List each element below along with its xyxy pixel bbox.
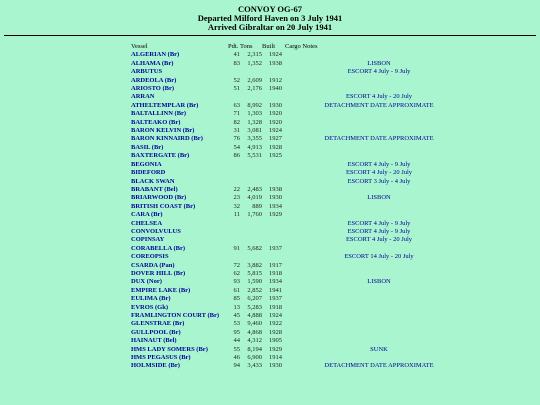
position-cell: 62 (233, 269, 240, 277)
table-row (131, 144, 474, 152)
position-cell: 11 (233, 211, 240, 219)
vessel-name: ARDEOLA (Br) (131, 76, 177, 84)
tonnage-cell: 2,852 (247, 286, 262, 294)
position-cell: 54 (233, 143, 240, 151)
notes-cell: ESCORT 4 July - 9 July (347, 160, 411, 168)
table-row (131, 270, 474, 278)
position-cell (228, 93, 240, 101)
column-header-cargo-notes (284, 43, 474, 51)
position-cell (228, 220, 240, 228)
table-row (131, 85, 474, 93)
position-cell: 45 (233, 312, 240, 319)
table-row (131, 211, 474, 219)
table-row (131, 60, 474, 68)
position-cell: 51 (233, 85, 240, 93)
table-row (131, 287, 474, 295)
built-year-cell: 1920 (269, 118, 282, 126)
position-cell (228, 68, 240, 76)
tonnage-cell: 1,352 (247, 59, 262, 67)
position-cell: 95 (233, 328, 240, 336)
tonnage-cell: 3,433 (247, 362, 262, 370)
tonnage-cell (240, 253, 262, 261)
table-row (131, 194, 474, 202)
vessel-name: ATHELTEMPLAR (Br) (131, 101, 199, 109)
tonnage-cell (240, 169, 262, 177)
tonnage-cell: 4,868 (247, 328, 262, 336)
notes-cell: LISBON (367, 59, 391, 67)
built-year-cell (262, 178, 284, 186)
tonnage-cell: 2,315 (247, 51, 262, 59)
table-row (131, 228, 474, 236)
built-year-cell: 1930 (269, 194, 282, 202)
vessel-name: ARIOSTO (Br) (131, 85, 175, 93)
vessel-name: CORABELLA (Br) (131, 244, 185, 252)
notes-cell (284, 245, 474, 253)
vessel-name: BASIL (Br) (131, 143, 164, 151)
tonnage-cell: 889 (252, 202, 262, 210)
table-header-row (131, 43, 474, 51)
notes-cell: SUNK (370, 345, 388, 353)
position-cell: 41 (233, 51, 240, 59)
built-year-cell (262, 236, 284, 244)
vessel-name: BEGONIA (131, 160, 162, 168)
notes-cell (284, 144, 474, 152)
notes-cell (284, 85, 474, 93)
tonnage-cell: 4,019 (247, 194, 262, 202)
table-row (131, 135, 474, 143)
tonnage-cell (240, 236, 262, 244)
notes-cell (284, 295, 474, 303)
position-cell: 52 (233, 76, 240, 84)
position-cell: 31 (233, 127, 240, 135)
position-cell: 23 (233, 194, 240, 202)
tonnage-cell (240, 161, 262, 169)
vessel-name: DOVER HILL (Br) (131, 269, 186, 277)
column-header-pdt: Pdt. (228, 43, 239, 50)
notes-cell (284, 211, 474, 219)
table-row (131, 77, 474, 85)
position-cell: 55 (233, 345, 240, 353)
vessel-name: HOLMSIDE (Br) (131, 362, 180, 370)
table-row (131, 295, 474, 303)
vessel-name: ALHAMA (Br) (131, 59, 174, 67)
tonnage-cell (240, 220, 262, 228)
table-row (131, 169, 474, 177)
notes-cell (284, 203, 474, 211)
position-cell: 91 (233, 244, 240, 252)
built-year-cell: 1930 (269, 362, 282, 370)
column-header-notes: Notes (302, 43, 318, 50)
table-row (131, 262, 474, 270)
tonnage-cell: 5,815 (247, 269, 262, 277)
position-cell: 63 (233, 101, 240, 109)
tonnage-cell: 4,312 (247, 337, 262, 345)
notes-cell: ESCORT 4 July - 9 July (347, 68, 411, 76)
position-cell: 61 (233, 286, 240, 294)
notes-cell (284, 304, 474, 312)
tonnage-cell: 2,483 (247, 185, 262, 193)
vessel-name: BALTALLINN (Br) (131, 110, 187, 118)
position-cell: 76 (233, 135, 240, 143)
tonnage-cell (240, 228, 262, 236)
column-header-vessel: Vessel (131, 43, 148, 50)
notes-cell (284, 262, 474, 270)
table-row (131, 346, 474, 354)
vessel-name: BRITISH COAST (Br) (131, 202, 196, 210)
notes-cell (284, 354, 474, 362)
built-year-cell: 1934 (269, 278, 282, 286)
tonnage-cell: 8,992 (247, 101, 262, 109)
tonnage-cell: 5,283 (247, 303, 262, 311)
tonnage-cell (240, 178, 262, 186)
tonnage-cell: 6,207 (247, 295, 262, 303)
built-year-cell: 1925 (269, 152, 282, 160)
table-row (131, 119, 474, 127)
notes-cell (284, 320, 474, 328)
vessel-name: CHELSEA (131, 219, 163, 227)
built-year-cell: 1937 (269, 295, 282, 303)
built-year-cell: 1938 (269, 185, 282, 193)
table-row (131, 93, 474, 101)
built-year-cell: 1914 (269, 354, 282, 362)
table-row (131, 178, 474, 186)
position-cell (228, 161, 240, 169)
table-row (131, 51, 474, 59)
position-cell: 85 (233, 295, 240, 303)
tonnage-cell: 8,194 (247, 345, 262, 353)
tonnage-cell: 1,760 (247, 211, 262, 219)
table-row (131, 220, 474, 228)
notes-cell: ESCORT 14 July - 20 July (344, 253, 414, 261)
built-year-cell (262, 169, 284, 177)
position-cell: 46 (233, 354, 240, 362)
position-cell: 13 (233, 303, 240, 311)
built-year-cell (262, 220, 284, 228)
vessel-name: ARBUTUS (131, 68, 163, 76)
built-year-cell (262, 93, 284, 101)
position-cell (228, 178, 240, 186)
table-row (131, 236, 474, 244)
table-row (131, 320, 474, 328)
built-year-cell: 1934 (269, 202, 282, 210)
position-cell: 93 (233, 278, 240, 286)
notes-cell: DETACHMENT DATE APPROXIMATE (324, 101, 434, 109)
notes-cell (284, 152, 474, 160)
table-row (131, 186, 474, 194)
built-year-cell: 1905 (269, 337, 282, 345)
built-year-cell: 1940 (269, 85, 282, 93)
position-cell (228, 236, 240, 244)
vessel-name: ARRAN (131, 93, 155, 101)
notes-cell (284, 77, 474, 85)
table-row (131, 354, 474, 362)
notes-cell: LISBON (367, 194, 391, 202)
built-year-cell (262, 161, 284, 169)
position-cell (228, 228, 240, 236)
tonnage-cell: 9,460 (247, 320, 262, 328)
notes-cell: ESCORT 4 July - 20 July (345, 93, 413, 101)
built-year-cell: 1938 (269, 59, 282, 67)
header-divider (4, 35, 536, 36)
tonnage-cell (240, 93, 262, 101)
built-year-cell: 1912 (269, 76, 282, 84)
notes-cell (284, 127, 474, 135)
built-year-cell: 1924 (269, 127, 282, 135)
notes-cell: LISBON (367, 278, 391, 286)
notes-cell: DETACHMENT DATE APPROXIMATE (324, 135, 434, 143)
table-row (131, 161, 474, 169)
notes-cell (284, 337, 474, 345)
notes-cell: ESCORT 4 July - 20 July (345, 169, 413, 177)
tonnage-cell: 3,882 (247, 261, 262, 269)
built-year-cell: 1918 (269, 269, 282, 277)
vessel-name: BRABANT (Bel) (131, 185, 178, 193)
notes-cell (284, 186, 474, 194)
position-cell: 53 (233, 320, 240, 328)
vessel-name: COREOPSIS (131, 253, 169, 261)
table-row (131, 362, 474, 370)
vessel-name: HAINAUT (Bel) (131, 337, 177, 345)
table-row (131, 152, 474, 160)
built-year-cell: 1922 (269, 320, 282, 328)
tonnage-cell: 4,913 (247, 143, 262, 151)
notes-cell: ESCORT 3 July - 4 July (347, 177, 411, 185)
built-year-cell: 1918 (269, 303, 282, 311)
column-header-cargo: Cargo (285, 43, 301, 50)
position-cell: 71 (233, 110, 240, 118)
built-year-cell (262, 253, 284, 261)
built-year-cell: 1928 (269, 328, 282, 336)
notes-cell: DETACHMENT DATE APPROXIMATE (324, 362, 434, 370)
position-cell: 72 (233, 261, 240, 269)
departure-line: Departed Milford Haven on 3 July 1941 (197, 13, 343, 23)
position-cell (228, 253, 240, 261)
position-cell: 22 (233, 185, 240, 193)
position-cell: 82 (233, 118, 240, 126)
built-year-cell: 1924 (269, 51, 282, 59)
vessel-name: COPINSAY (131, 236, 165, 244)
vessel-name: ALGERIAN (Br) (131, 51, 180, 59)
position-cell: 44 (233, 337, 240, 345)
tonnage-cell: 4,888 (247, 312, 262, 319)
tonnage-cell (240, 68, 262, 76)
built-year-cell: 1941 (269, 286, 282, 294)
tonnage-cell: 3,081 (247, 127, 262, 135)
vessel-name: BRIARWOOD (Br) (131, 194, 187, 202)
column-header-tons: Tons (240, 43, 253, 50)
page-title: CONVOY OG-67 (238, 4, 302, 14)
table-row (131, 245, 474, 253)
table-row (131, 110, 474, 118)
vessel-name: HMS PEGASUS (Br) (131, 354, 191, 362)
vessel-name: GLENSTRAE (Br) (131, 320, 185, 328)
table-row (131, 253, 474, 261)
notes-cell (284, 287, 474, 295)
vessel-name: DUX (Nor) (131, 278, 162, 286)
built-year-cell: 1930 (269, 101, 282, 109)
notes-cell (284, 110, 474, 118)
built-year-cell: 1924 (269, 312, 282, 319)
built-year-cell: 1920 (269, 110, 282, 118)
vessel-name: HMS LADY SOMERS (Br) (131, 345, 208, 353)
vessel-name: EULIMA (Br) (131, 295, 171, 303)
tonnage-cell: 5,531 (247, 152, 262, 160)
built-year-cell: 1928 (269, 143, 282, 151)
convoy-table (131, 43, 474, 371)
notes-cell (284, 270, 474, 278)
position-cell: 94 (233, 362, 240, 370)
vessel-name: BAXTERGATE (Br) (131, 152, 190, 160)
built-year-cell: 1927 (269, 135, 282, 143)
notes-cell (284, 51, 474, 59)
vessel-name: EMPIRE LAKE (Br) (131, 286, 191, 294)
column-header-built: Built (262, 43, 276, 50)
notes-cell: ESCORT 4 July - 9 July (347, 219, 411, 227)
position-cell: 83 (233, 59, 240, 67)
tonnage-cell: 3,355 (247, 135, 262, 143)
vessel-name: BALTEAKO (Br) (131, 118, 181, 126)
tonnage-cell: 6,900 (247, 354, 262, 362)
tonnage-cell: 1,303 (247, 110, 262, 118)
table-row (131, 329, 474, 337)
table-row (131, 278, 474, 286)
table-row (131, 102, 474, 110)
built-year-cell: 1929 (269, 211, 282, 219)
position-cell (228, 169, 240, 177)
notes-cell: ESCORT 4 July - 20 July (345, 236, 413, 244)
table-row (131, 312, 474, 320)
built-year-cell (262, 228, 284, 236)
position-cell: 86 (233, 152, 240, 160)
notes-cell (284, 329, 474, 337)
tonnage-cell: 2,609 (247, 76, 262, 84)
position-cell: 32 (233, 202, 240, 210)
convoy-header (0, 0, 540, 32)
built-year-cell (262, 68, 284, 76)
table-row (131, 203, 474, 211)
vessel-name: CSARDA (Pan) (131, 261, 175, 269)
tonnage-cell: 1,590 (247, 278, 262, 286)
arrival-line: Arrived Gibraltar on 20 July 1941 (207, 22, 333, 32)
tonnage-cell: 5,682 (247, 244, 262, 252)
vessel-name: FRAMLINGTON COURT (Br) (131, 312, 220, 319)
built-year-cell: 1917 (269, 261, 282, 269)
vessel-name: BLACK SWAN (131, 177, 175, 185)
notes-cell: ESCORT 4 July - 9 July (347, 227, 411, 235)
vessel-name: BARON KINNAIRD (Br) (131, 135, 203, 143)
table-row (131, 304, 474, 312)
vessel-name: CARA (Br) (131, 211, 163, 219)
table-row (131, 127, 474, 135)
notes-cell (284, 312, 474, 320)
vessel-name: EVROS (Gk) (131, 303, 169, 311)
notes-cell (284, 119, 474, 127)
tonnage-cell: 1,328 (247, 118, 262, 126)
built-year-cell: 1937 (269, 244, 282, 252)
vessel-name: GULLPOOL (Br) (131, 328, 181, 336)
vessel-name: BIDEFORD (131, 169, 166, 177)
table-row (131, 68, 474, 76)
built-year-cell: 1929 (269, 345, 282, 353)
tonnage-cell: 2,176 (247, 85, 262, 93)
table-row (131, 337, 474, 345)
vessel-name: BARON KELVIN (Br) (131, 127, 195, 135)
vessel-name: CONVOLVULUS (131, 227, 181, 235)
